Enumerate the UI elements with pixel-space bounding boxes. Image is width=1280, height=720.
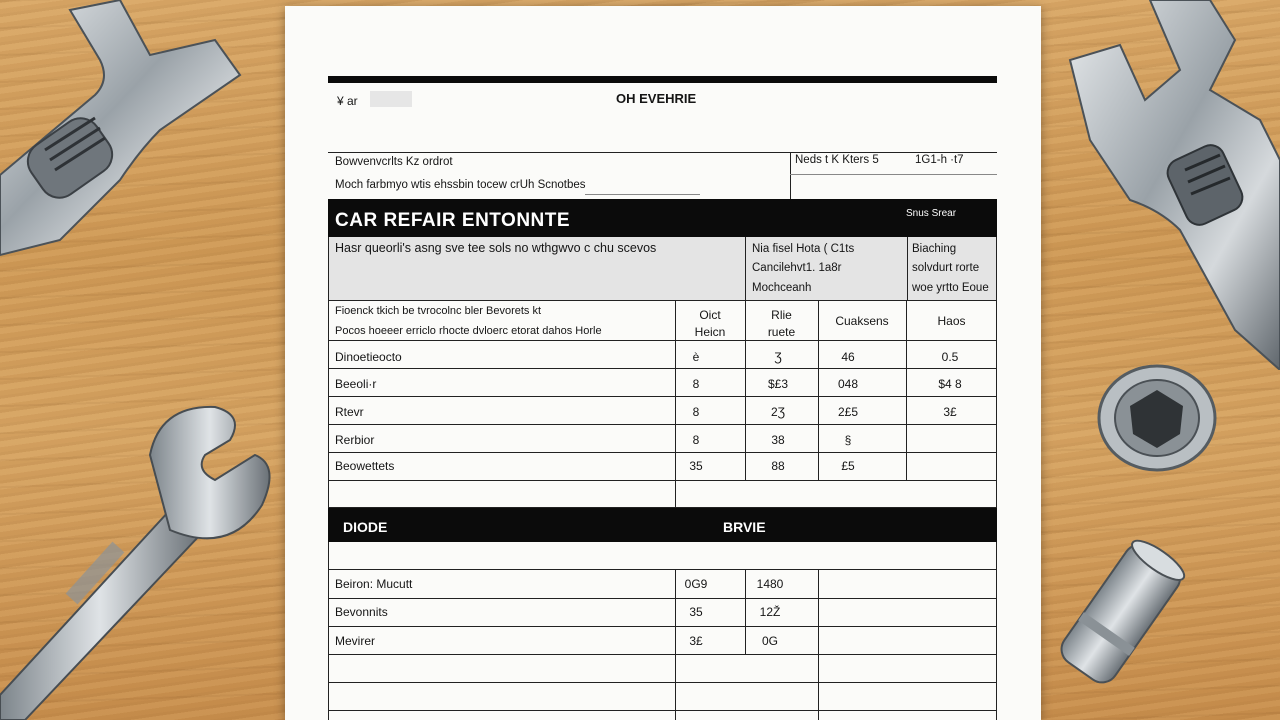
row-value-e: $4 8 — [938, 377, 962, 391]
description-right-line-2: solvdurt rorte — [912, 262, 980, 275]
row-value-b: 0G9 — [684, 577, 708, 591]
row-value-e: 3£ — [943, 405, 957, 419]
row-value-e: 0.5 — [941, 350, 959, 364]
row-value-c: 12Ž — [759, 605, 781, 619]
row-label: Dinoetieocto — [335, 350, 402, 364]
row-label: Beeoli·r — [335, 377, 377, 391]
row-value-b: 35 — [689, 459, 703, 473]
row-value-b: 8 — [692, 433, 700, 447]
column-c-line-2: ruete — [767, 324, 796, 339]
row-value-c: 88 — [771, 459, 785, 473]
row-value-d: 46 — [841, 350, 855, 364]
row-label: Beowettets — [335, 459, 395, 473]
row-label: Rerbior — [335, 433, 375, 447]
info-right-a: Neds t K Kters 5 — [795, 154, 879, 166]
description-mid-line-2: Cancilehvt1. 1a8r — [752, 262, 842, 275]
row-value-c: 1480 — [756, 577, 784, 591]
description-mid — [752, 242, 854, 295]
row-value-c: 38 — [771, 433, 785, 447]
top-left-label: ¥ ar — [337, 94, 358, 108]
info-right-b: 1G1-h ·t7 — [915, 154, 964, 166]
row-label: Mevirer — [335, 634, 376, 648]
estimate-title-right: Snus Srear — [906, 208, 957, 219]
socket-extension-icon — [1045, 538, 1195, 688]
description-mid-line-1: Nia fisel Hota ( C1ts — [752, 243, 855, 255]
estimate-title: CAR REFAIR ENTONNTE — [335, 210, 571, 231]
row-value-c: Ʒ — [774, 350, 782, 364]
column-d-header: Cuaksens — [835, 314, 889, 328]
description-right — [912, 242, 989, 295]
top-rule — [328, 76, 997, 83]
socket-icon — [1095, 362, 1220, 477]
row-value-d: £5 — [841, 459, 855, 473]
adjustable-wrench-top-left-icon — [0, 0, 260, 260]
row-value-b: 8 — [692, 405, 700, 419]
row-label: Beiron: Mucutt — [335, 577, 413, 591]
column-b-line-1: Oict — [699, 308, 721, 322]
column-description-line-2: Pocos hoeeer erriclo rhocte dvloerc etorat dahos Horle — [335, 324, 602, 337]
column-b-line-2: Heicn — [694, 324, 726, 339]
description-main: Hasr queorli's asng sve tee sols no wthgwvo c chu scevos — [335, 241, 657, 255]
row-label: Bevonnits — [335, 605, 388, 619]
column-description-header — [335, 305, 602, 339]
form-heading: OH EVEHRIE — [616, 91, 697, 106]
column-b-header — [675, 307, 745, 341]
row-value-c: 2Ʒ — [770, 405, 785, 419]
section-2-right-title: BRVIE — [723, 519, 766, 535]
info-left-line-2: Moch farbmyo wtis ehssbin tocew crUh Scnotbes — [335, 179, 586, 191]
description-mid-line-3: Mochceanh — [752, 281, 812, 294]
row-value-b: 8 — [692, 377, 700, 391]
row-value-b: 3£ — [689, 634, 703, 648]
column-description-line-1: Fioenck tkich be tvrocolnc bler Bevorets kt — [335, 305, 542, 317]
row-value-d: 048 — [837, 377, 859, 391]
row-label: Rtevr — [335, 405, 364, 419]
column-c-line-1: Rlie — [771, 308, 792, 322]
row-value-d: 2£5 — [837, 405, 859, 419]
combination-wrench-icon — [0, 395, 290, 720]
adjustable-wrench-top-right-icon — [1060, 0, 1280, 370]
row-value-b: 35 — [689, 605, 703, 619]
redacted-field — [370, 91, 412, 107]
description-right-line-3: woe yrtto Eoue — [912, 281, 989, 294]
description-right-line-1: Biaching — [912, 243, 957, 255]
section-2-left-title: DIODE — [343, 519, 388, 535]
row-value-c: 0G — [761, 634, 778, 648]
info-left-line-1: Bowvenvcrlts Kz ordrot — [335, 156, 453, 168]
row-value-d: § — [844, 433, 852, 447]
row-value-b: è — [692, 350, 700, 364]
column-e-header: Haos — [937, 314, 966, 328]
section-2-bar — [328, 508, 997, 542]
row-value-c: $£3 — [767, 377, 789, 391]
column-c-header — [745, 307, 818, 341]
repair-estimate-form — [285, 6, 1041, 720]
